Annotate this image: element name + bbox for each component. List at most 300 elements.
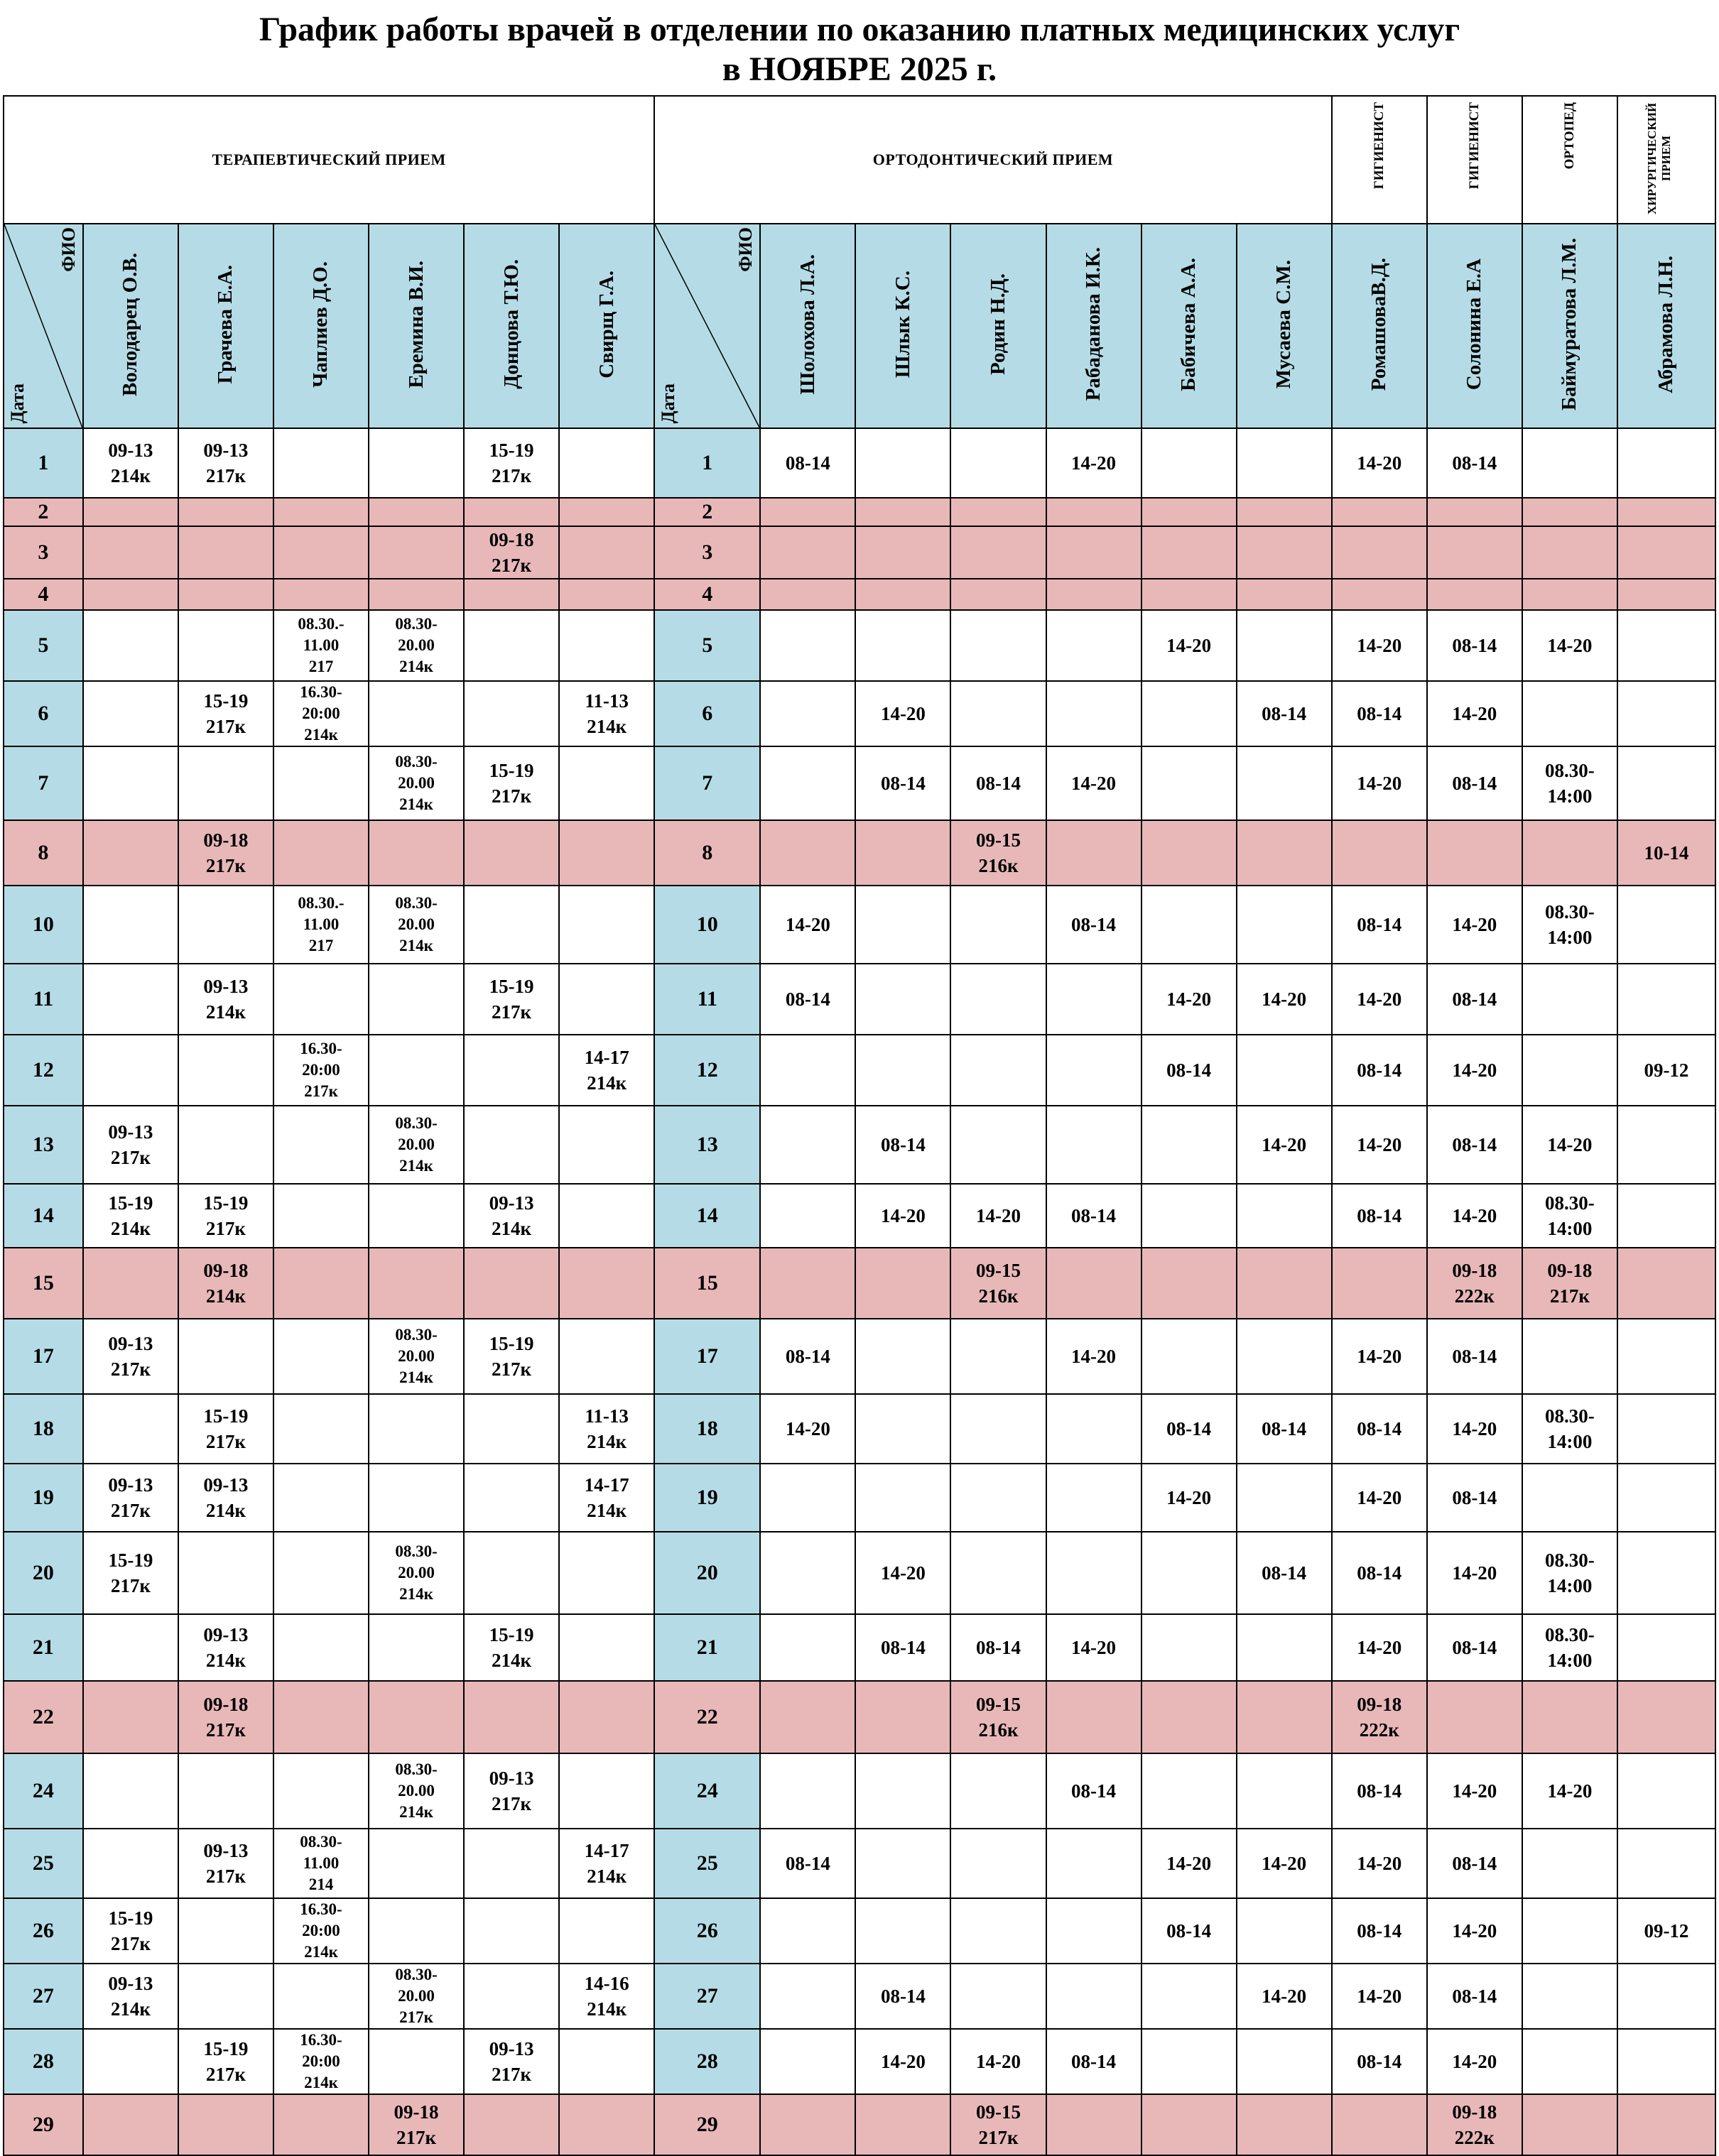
schedule-cell (1237, 1614, 1332, 1681)
schedule-cell-line: 214к (399, 658, 433, 675)
schedule-cell (1046, 746, 1142, 820)
schedule-cell (83, 1532, 178, 1614)
schedule-cell (1617, 886, 1715, 964)
schedule-cell-line: 214к (399, 1803, 433, 1821)
schedule-cell (950, 1035, 1046, 1106)
schedule-cell-line: 08.30- (1544, 1550, 1595, 1571)
schedule-cell (273, 1614, 369, 1681)
date-cell: 11 (4, 964, 83, 1035)
schedule-cell (83, 1106, 178, 1184)
schedule-cell (1332, 1319, 1427, 1394)
schedule-cell (1237, 746, 1332, 820)
schedule-cell-line: 14-20 (1357, 1346, 1402, 1367)
schedule-cell-line: 08.30- (1544, 1624, 1595, 1645)
schedule-cell-line: 214к (587, 1998, 627, 2020)
schedule-row (4, 820, 1715, 886)
date-cell: 7 (654, 746, 760, 820)
schedule-cell (1142, 1184, 1237, 1248)
schedule-cell-line: 217к (205, 465, 246, 486)
schedule-cell (559, 498, 654, 526)
schedule-cell-line: 14-20 (1357, 1853, 1402, 1874)
schedule-cell-line: 14-20 (1262, 1134, 1307, 1155)
schedule-cell (1522, 1184, 1617, 1248)
schedule-cell (83, 964, 178, 1035)
schedule-cell (1142, 681, 1237, 746)
schedule-cell-line: 15-19 (489, 760, 534, 781)
schedule-cell (1142, 1898, 1237, 1964)
group-header-row (4, 96, 1715, 224)
date-cell: 15 (4, 1248, 83, 1319)
schedule-row (4, 681, 1715, 746)
page-title (0, 10, 1719, 89)
schedule-cell (369, 964, 464, 1035)
schedule-cell (1617, 1964, 1715, 2029)
schedule-cell-line: 08.30.- (298, 894, 345, 912)
schedule-cell (1522, 2029, 1617, 2094)
schedule-cell (855, 526, 950, 579)
schedule-cell (855, 681, 950, 746)
schedule-table (3, 95, 1716, 2156)
schedule-cell (559, 681, 654, 746)
schedule-row (4, 1319, 1715, 1394)
schedule-cell (369, 1394, 464, 1464)
date-cell: 26 (4, 1898, 83, 1964)
schedule-cell-line: 14-20 (1262, 989, 1307, 1010)
schedule-cell (950, 526, 1046, 579)
schedule-cell-line: 214к (110, 1218, 151, 1239)
schedule-cell-line: 14-17 (584, 1840, 629, 1861)
schedule-row (4, 526, 1715, 579)
schedule-cell (83, 886, 178, 964)
schedule-cell (950, 579, 1046, 610)
schedule-cell-line: 217к (205, 2064, 246, 2085)
schedule-row (4, 1898, 1715, 1964)
schedule-cell-line: 214к (399, 1157, 433, 1175)
schedule-cell-line: 08-14 (1452, 1487, 1497, 1508)
schedule-cell-line: 08-14 (785, 1346, 830, 1367)
schedule-cell (273, 1106, 369, 1184)
schedule-cell (369, 1681, 464, 1753)
schedule-cell-line: 214к (304, 726, 338, 744)
schedule-cell-line: 11.00 (303, 1854, 340, 1872)
schedule-cell (760, 1753, 855, 1829)
schedule-cell-line: 14-20 (1547, 1134, 1593, 1155)
schedule-cell (559, 1532, 654, 1614)
schedule-cell (1046, 1964, 1142, 2029)
schedule-cell (950, 2029, 1046, 2094)
schedule-cell-line: 08-14 (785, 1853, 830, 1874)
schedule-row (4, 1753, 1715, 1829)
doctor-name-15 (1617, 224, 1715, 428)
schedule-cell (1427, 610, 1522, 681)
schedule-cell (950, 498, 1046, 526)
schedule-cell-line: 14-20 (880, 2051, 926, 2072)
schedule-row (4, 1964, 1715, 2029)
schedule-cell (559, 2094, 654, 2155)
date-cell: 26 (654, 1898, 760, 1964)
schedule-cell (950, 1464, 1046, 1532)
schedule-cell (273, 886, 369, 964)
schedule-cell-line: 11.00 (303, 636, 340, 654)
schedule-cell (178, 964, 273, 1035)
schedule-cell (464, 1614, 559, 1681)
schedule-cell (273, 746, 369, 820)
schedule-cell-line: 214к (399, 1585, 433, 1603)
schedule-cell (178, 746, 273, 820)
schedule-cell-line: 214к (304, 1943, 338, 1961)
schedule-cell (760, 681, 855, 746)
schedule-cell (1522, 1319, 1617, 1394)
schedule-cell (464, 428, 559, 498)
schedule-cell (369, 1614, 464, 1681)
schedule-cell-line: 14-20 (1357, 773, 1402, 794)
schedule-cell (1427, 498, 1522, 526)
schedule-cell (1617, 1753, 1715, 1829)
schedule-row (4, 579, 1715, 610)
schedule-cell-line: 08-14 (1357, 1562, 1402, 1584)
schedule-cell (855, 1532, 950, 1614)
schedule-cell (1332, 1394, 1427, 1464)
schedule-cell (273, 964, 369, 1035)
schedule-cell-line: 14:00 (1547, 785, 1593, 807)
schedule-cell-line: 08-14 (1452, 1853, 1497, 1874)
schedule-cell-line: 14:00 (1547, 927, 1593, 948)
schedule-cell-line: 14-20 (1357, 1134, 1402, 1155)
schedule-cell (855, 820, 950, 886)
schedule-cell (1046, 681, 1142, 746)
schedule-cell-line: 217к (205, 855, 246, 876)
schedule-cell (464, 498, 559, 526)
schedule-cell-line: 214к (110, 465, 151, 486)
schedule-cell (760, 1319, 855, 1394)
schedule-cell (1237, 1964, 1332, 2029)
schedule-cell (1617, 746, 1715, 820)
schedule-cell (464, 681, 559, 746)
schedule-cell (1617, 1394, 1715, 1464)
schedule-cell (1142, 498, 1237, 526)
schedule-cell (1427, 1753, 1522, 1829)
schedule-cell (559, 526, 654, 579)
schedule-cell-line: 15-19 (108, 1907, 153, 1929)
schedule-cell (950, 1394, 1046, 1464)
schedule-cell-line: 08-14 (1166, 1920, 1212, 1942)
schedule-cell (950, 1614, 1046, 1681)
schedule-cell (369, 579, 464, 610)
schedule-cell (1332, 1964, 1427, 2029)
schedule-cell-line: 08-14 (880, 1134, 926, 1155)
schedule-cell (1142, 1681, 1237, 1753)
schedule-cell (464, 526, 559, 579)
schedule-cell-line: 214к (587, 1866, 627, 1887)
schedule-cell-line: 217к (492, 2064, 532, 2085)
schedule-cell (369, 1532, 464, 1614)
schedule-cell-line: 20.00 (398, 915, 435, 933)
date-cell: 28 (654, 2029, 760, 2094)
schedule-cell (1237, 2094, 1332, 2155)
schedule-cell-line: 217к (978, 2127, 1019, 2148)
schedule-cell (1332, 964, 1427, 1035)
schedule-cell (178, 1681, 273, 1753)
date-cell: 3 (4, 526, 83, 579)
schedule-cell (1237, 428, 1332, 498)
schedule-cell (1427, 1464, 1522, 1532)
schedule-cell (83, 1898, 178, 1964)
schedule-cell (1046, 1464, 1142, 1532)
schedule-cell-line: 20:00 (302, 2052, 340, 2070)
schedule-cell-line: 08-14 (1357, 1205, 1402, 1226)
schedule-cell (369, 1319, 464, 1394)
schedule-cell (1046, 1319, 1142, 1394)
schedule-cell (369, 1964, 464, 2029)
schedule-cell (369, 1753, 464, 1829)
schedule-cell (273, 1394, 369, 1464)
schedule-row (4, 1829, 1715, 1898)
doctor-name-label: Абрамова Л.Н. (1654, 255, 1678, 393)
schedule-cell (559, 579, 654, 610)
schedule-cell (559, 1319, 654, 1394)
schedule-cell (464, 1681, 559, 1753)
date-cell: 8 (4, 820, 83, 886)
schedule-cell-line: 214к (205, 1500, 246, 1521)
schedule-cell-line: 214 (308, 1875, 334, 1893)
schedule-cell (1237, 1394, 1332, 1464)
schedule-cell-line: 214к (399, 795, 433, 813)
schedule-cell (1427, 1035, 1522, 1106)
schedule-cell (760, 498, 855, 526)
date-cell: 19 (654, 1464, 760, 1532)
schedule-cell-line: 08-14 (1357, 1920, 1402, 1942)
schedule-cell (1522, 1248, 1617, 1319)
schedule-row (4, 886, 1715, 964)
schedule-cell-line: 14-20 (1071, 1346, 1117, 1367)
schedule-cell (178, 1035, 273, 1106)
schedule-cell (559, 1035, 654, 1106)
schedule-cell (1046, 1614, 1142, 1681)
schedule-cell (1237, 1319, 1332, 1394)
date-cell: 13 (4, 1106, 83, 1184)
schedule-cell (1142, 2029, 1237, 2094)
schedule-cell (178, 1319, 273, 1394)
schedule-cell (178, 820, 273, 886)
schedule-cell (1522, 1681, 1617, 1753)
schedule-cell (1046, 886, 1142, 964)
schedule-cell (1237, 1532, 1332, 1614)
schedule-cell (83, 498, 178, 526)
schedule-cell (559, 2029, 654, 2094)
schedule-cell (464, 1184, 559, 1248)
schedule-cell (1142, 1248, 1237, 1319)
schedule-cell (1332, 1753, 1427, 1829)
schedule-cell (1332, 2029, 1427, 2094)
schedule-cell (559, 1753, 654, 1829)
schedule-cell (1142, 1394, 1237, 1464)
schedule-cell-line: 15-19 (489, 1333, 534, 1354)
schedule-cell-line: 09-13 (108, 1333, 153, 1354)
schedule-cell-line: 214к (304, 2074, 338, 2091)
schedule-row (4, 428, 1715, 498)
schedule-cell-line: 09-15 (975, 1260, 1021, 1281)
schedule-cell (1427, 1898, 1522, 1964)
doctor-name-0 (83, 224, 178, 428)
schedule-cell-line: 09-13 (489, 2038, 534, 2059)
schedule-cell-line: 217к (110, 1500, 151, 1521)
schedule-cell (855, 2029, 950, 2094)
schedule-cell-line: 09-13 (108, 440, 153, 461)
schedule-cell (464, 579, 559, 610)
schedule-cell (1522, 1106, 1617, 1184)
schedule-cell (1332, 820, 1427, 886)
schedule-cell (1522, 1898, 1617, 1964)
doctor-name-label: Еремина В.И. (404, 260, 428, 388)
schedule-cell (369, 1829, 464, 1898)
date-cell: 17 (654, 1319, 760, 1394)
schedule-cell-line: 08-14 (1452, 1346, 1497, 1367)
schedule-cell-line: 214к (110, 1998, 151, 2020)
schedule-cell-line: 15-19 (489, 440, 534, 461)
schedule-cell (464, 1035, 559, 1106)
schedule-cell (760, 1614, 855, 1681)
schedule-cell (559, 1394, 654, 1464)
schedule-cell-line: 08-14 (1357, 914, 1402, 935)
schedule-cell (1142, 579, 1237, 610)
schedule-cell (950, 1829, 1046, 1898)
schedule-cell (1427, 1681, 1522, 1753)
date-cell: 4 (4, 579, 83, 610)
doctor-name-3 (369, 224, 464, 428)
schedule-cell (178, 1614, 273, 1681)
schedule-cell (855, 746, 950, 820)
schedule-cell (464, 1248, 559, 1319)
schedule-cell-line: 14-20 (1357, 635, 1402, 656)
ortho-fio-label: ФИО (735, 227, 757, 272)
date-cell: 27 (654, 1964, 760, 2029)
date-cell: 1 (654, 428, 760, 498)
schedule-cell (464, 1394, 559, 1464)
date-cell: 29 (4, 2094, 83, 2155)
schedule-cell (464, 1106, 559, 1184)
schedule-cell (855, 1829, 950, 1898)
schedule-cell (1142, 1464, 1237, 1532)
schedule-cell (950, 1753, 1046, 1829)
schedule-cell (950, 610, 1046, 681)
schedule-cell (559, 428, 654, 498)
schedule-cell (1522, 610, 1617, 681)
schedule-cell (1046, 1106, 1142, 1184)
schedule-cell (1046, 1753, 1142, 1829)
schedule-cell-line: 15-19 (108, 1192, 153, 1214)
schedule-cell-line: 14-20 (1166, 635, 1212, 656)
schedule-row (4, 964, 1715, 1035)
schedule-cell-line: 14-20 (1452, 1562, 1497, 1584)
schedule-cell (178, 498, 273, 526)
schedule-cell (178, 1898, 273, 1964)
schedule-cell (950, 1319, 1046, 1394)
schedule-cell (1046, 1184, 1142, 1248)
schedule-cell-line: 09-15 (975, 2101, 1021, 2123)
schedule-cell (178, 579, 273, 610)
schedule-cell (83, 1614, 178, 1681)
schedule-cell-line: 14-20 (785, 1418, 830, 1439)
schedule-cell-line: 214к (587, 1072, 627, 1094)
schedule-cell (464, 2094, 559, 2155)
schedule-cell-line: 09-13 (489, 1768, 534, 1789)
schedule-cell (1427, 886, 1522, 964)
schedule-cell (1617, 1035, 1715, 1106)
schedule-cell (760, 2029, 855, 2094)
schedule-cell (1142, 964, 1237, 1035)
schedule-cell (83, 820, 178, 886)
schedule-row (4, 1681, 1715, 1753)
schedule-cell (178, 886, 273, 964)
schedule-cell (855, 498, 950, 526)
schedule-cell (1237, 610, 1332, 681)
schedule-cell-line: 214к (587, 1431, 627, 1452)
schedule-cell-line: 09-18 (203, 1694, 249, 1715)
schedule-cell (1332, 1464, 1427, 1532)
schedule-cell-line: 14-20 (1452, 2051, 1497, 2072)
schedule-cell-line: 09-13 (108, 1973, 153, 1994)
schedule-cell (83, 1829, 178, 1898)
schedule-cell-line: 08.30- (395, 1326, 438, 1344)
schedule-cell (760, 746, 855, 820)
schedule-cell (760, 1829, 855, 1898)
date-cell: 27 (4, 1964, 83, 2029)
schedule-cell (950, 1898, 1046, 1964)
schedule-cell (1332, 1532, 1427, 1614)
schedule-cell (1427, 1106, 1522, 1184)
schedule-cell (273, 681, 369, 746)
schedule-cell (273, 579, 369, 610)
schedule-cell (1046, 2094, 1142, 2155)
schedule-cell (950, 1681, 1046, 1753)
schedule-cell-line: 08-14 (880, 1986, 926, 2007)
schedule-cell (1142, 2094, 1237, 2155)
doctor-name-6 (760, 224, 855, 428)
schedule-cell-line: 08.30- (1544, 760, 1595, 781)
schedule-cell (1332, 610, 1427, 681)
schedule-cell (1522, 1394, 1617, 1464)
schedule-cell (1427, 579, 1522, 610)
schedule-cell (1617, 498, 1715, 526)
doctor-name-9 (1046, 224, 1142, 428)
schedule-cell (855, 1964, 950, 2029)
schedule-cell (369, 1898, 464, 1964)
schedule-cell (559, 1106, 654, 1184)
schedule-cell (369, 886, 464, 964)
schedule-row (4, 1106, 1715, 1184)
date-cell: 10 (654, 886, 760, 964)
schedule-cell-line: 14-20 (1452, 1920, 1497, 1942)
schedule-cell-line: 14-20 (1166, 1487, 1212, 1508)
schedule-row (4, 2029, 1715, 2094)
schedule-cell-line: 20.00 (398, 1987, 435, 2005)
schedule-cell (1332, 681, 1427, 746)
schedule-cell (855, 1681, 950, 1753)
schedule-cell-line: 20:00 (302, 1061, 340, 1079)
group-orthodontic: ОРТОДОНТИЧЕСКИЙ ПРИЕМ (654, 96, 1332, 224)
schedule-cell-line: 222к (1454, 2127, 1495, 2148)
schedule-cell-line: 217к (110, 1147, 151, 1168)
schedule-cell (559, 746, 654, 820)
schedule-cell (178, 1964, 273, 2029)
schedule-cell-line: 08-14 (880, 1637, 926, 1658)
date-cell: 17 (4, 1319, 83, 1394)
schedule-cell (950, 1184, 1046, 1248)
schedule-cell-line: 20.00 (398, 774, 435, 792)
schedule-cell-line: 09-15 (975, 1694, 1021, 1715)
schedule-cell (1617, 2029, 1715, 2094)
schedule-cell (1427, 1184, 1522, 1248)
